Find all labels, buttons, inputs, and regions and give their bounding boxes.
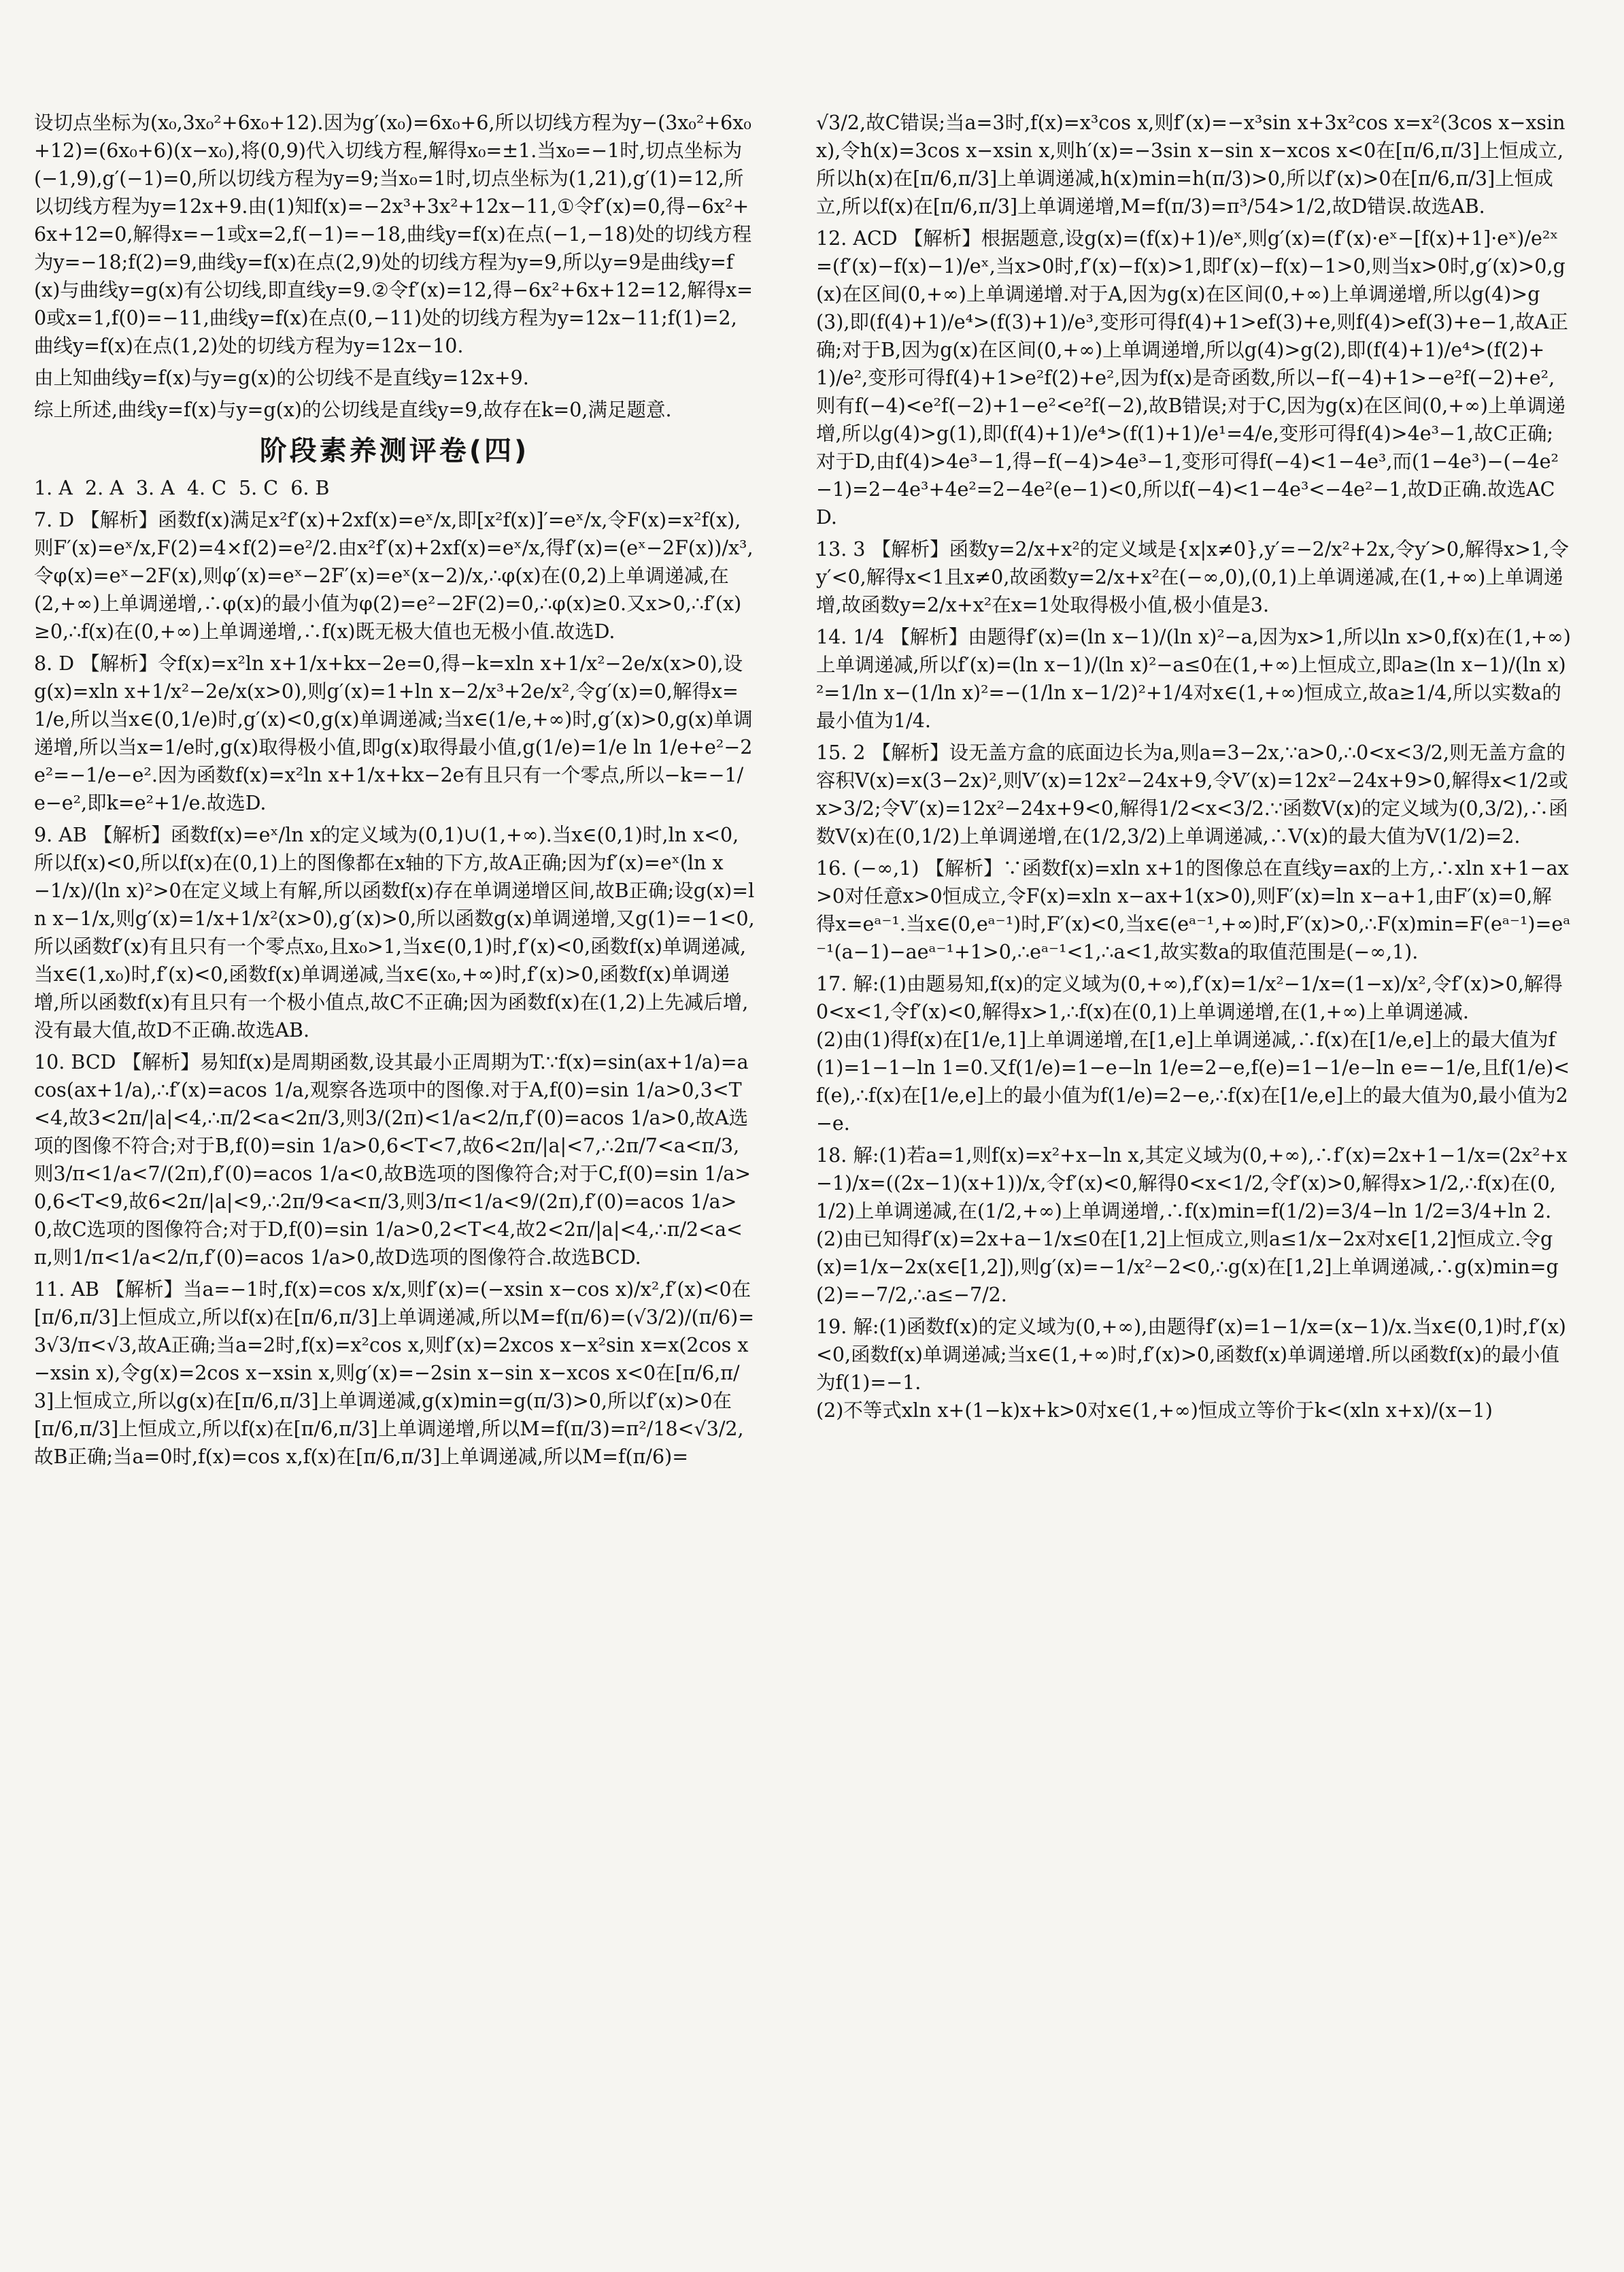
solution-17: 17. 解:(1)由题易知,f(x)的定义域为(0,+∞),f′(x)=1/x²−1/x=(1−x)/x²,令f′(x)>0,解得0<x<1,令f′(x)<0,解得x>1,∴f(x)在(0,1)上单调递增,在(1,+∞)上单调递减. (2)由(1)得f(x)在[1/e,1]上单调递增,在[1,e]上单调递减,∴f(x)在[1/e,e]上的最大值为f(1)=1−1−ln 1=0.又f(1/e)=1−e−ln 1/e=2−e,f(e)=1−1/e−ln e=−1/e,且f(1/e)<f(e),∴f(x)在[1/e,e]上的最小值为f(1/e)=2−e,∴f(x)在[1/e,e]上的最大值为0,最小值为2−e. bbox=[816, 973, 1570, 1135]
left-column bbox=[34, 109, 755, 1471]
solution-15: 15. 2 【解析】设无盖方盒的底面边长为a,则a=3−2x,∵a>0,∴0<x<3/2,则无盖方盒的容积V(x)=x(3−2x)²,则V′(x)=12x²−24x+9,令V′(x)=12x²−24x+9>0,解得x<1/2或x>3/2;令V′(x)=12x²−24x+9<0,解得1/2<x<3/2.∵函数V(x)的定义域为(0,3/2),∴函数V(x)在(0,1/2)上单调递增,在(1/2,3/2)上单调递减,∴V(x)的最大值为V(1/2)=2. bbox=[816, 741, 1568, 848]
solution-14: 14. 1/4 【解析】由题得f′(x)=(ln x−1)/(ln x)²−a,因为x>1,所以ln x>0,f(x)在(1,+∞)上单调递减,所以f′(x)=(ln x−1)/(ln x)²−a≤0在(1,+∞)上恒成立,即a≥(ln x−1)/(ln x)²=1/ln x−(1/ln x)²=−(1/ln x−1/2)²+1/4对x∈(1,+∞)恒成立,故a≥1/4,所以实数a的最小值为1/4. bbox=[816, 626, 1571, 732]
solution-18: 18. 解:(1)若a=1,则f(x)=x²+x−ln x,其定义域为(0,+∞),∴f′(x)=2x+1−1/x=(2x²+x−1)/x=((2x−1)(x+1))/x,令f′(x)<0,解得0<x<1/2,令f′(x)>0,解得x>1/2,∴f(x)在(0,1/2)上单调递减,在(1/2,+∞)上单调递增,∴f(x)min=f(1/2)=3/4−ln 1/2=3/4+ln 2. (2)由已知得f′(x)=2x+a−1/x≤0在[1,2]上恒成立,则a≤1/x−2x对x∈[1,2]恒成立.令g(x)=1/x−2x(x∈[1,2]),则g′(x)=−1/x²−2<0,∴g(x)在[1,2]上单调递减,∴g(x)min=g(2)=−7/2,∴a≤−7/2. bbox=[816, 1144, 1568, 1306]
solution-11-continued: √3/2,故C错误;当a=3时,f(x)=x³cos x,则f′(x)=−x³sin x+3x²cos x=x²(3cos x−xsin x),令h(x)=3cos x−xsin x,则h′(x)=−3sin x−sin x−xcos x<0在[π/6,π/3]上恒成立,所以h(x)在[π/6,π/3]上单调递减,h(x)min=h(π/3)>0,所以f′(x)>0在[π/6,π/3]上恒成立,所以f(x)在[π/6,π/3]上单调递增,M=f(π/3)=π³/54>1/2,故D错误.故选AB. bbox=[816, 112, 1572, 218]
intro-paragraph: 设切点坐标为(x₀,3x₀²+6x₀+12).因为g′(x₀)=6x₀+6,所以切线方程为y−(3x₀²+6x₀+12)=(6x₀+6)(x−x₀),将(0,9)代入切线方程,解得x₀=±1.当x₀=−1时,切点坐标为(−1,9),g′(−1)=0,所以切线方程为y=9;当x₀=1时,切点坐标为(1,21),g′(1)=12,所以切线方程为y=12x+9.由(1)知f(x)=−2x³+3x²+12x−11,①令f′(x)=0,得−6x²+6x+12=0,解得x=−1或x=2,f(−1)=−18,曲线y=f(x)在点(−1,−18)处的切线方程为y=−18;f(2)=9,曲线y=f(x)在点(2,9)处的切线方程为y=9,所以y=9是曲线y=f(x)与曲线y=g(x)有公切线,即直线y=9.②令f′(x)=12,得−6x²+6x+12=12,解得x=0或x=1,f(0)=−11,曲线y=f(x)在点(0,−11)处的切线方程为y=12x−11;f(1)=2,曲线y=f(x)在点(1,2)处的切线方程为y=12x−10. bbox=[34, 112, 754, 357]
solution-8: 8. D 【解析】令f(x)=x²ln x+1/x+kx−2e=0,得−k=xln x+1/x²−2e/x(x>0),设g(x)=xln x+1/x²−2e/x(x>0),则g′(x)=1+ln x−2/x³+2e/x²,令g′(x)=0,解得x=1/e,所以当x∈(0,1/e)时,g′(x)<0,g(x)单调递减;当x∈(1/e,+∞)时,g′(x)>0,g(x)单调递增,所以当x=1/e时,g(x)取得极小值,即g(x)取得最小值,g(1/e)=1/e ln 1/e+e²−2e²=−1/e−e².因为函数f(x)=x²ln x+1/x+kx−2e有且只有一个零点,所以−k=−1/e−e²,即k=e²+1/e.故选D. bbox=[34, 652, 753, 814]
solution-9: 9. AB 【解析】函数f(x)=eˣ/ln x的定义域为(0,1)∪(1,+∞).当x∈(0,1)时,ln x<0,所以f(x)<0,所以f(x)在(0,1)上的图像都在x轴的下方,故A正确;因为f′(x)=eˣ(ln x−1/x)/(ln x)²>0在定义域上有解,所以函数f(x)存在单调递增区间,故B正确;设g(x)=ln x−1/x,则g′(x)=1/x+1/x²(x>0),g′(x)>0,所以函数g(x)单调递增,又g(1)=−1<0,所以函数f′(x)有且只有一个零点x₀,且x₀>1,当x∈(0,1)时,f′(x)<0,函数f(x)单调递减,当x∈(1,x₀)时,f′(x)<0,函数f(x)单调递减,当x∈(x₀,+∞)时,f′(x)>0,函数f(x)单调递增,所以函数f(x)有且只有一个极小值点,故C不正确;因为函数f(x)在(1,2)上先减后增,没有最大值,故D不正确.故选AB. bbox=[34, 824, 755, 1041]
solution-7: 7. D 【解析】函数f(x)满足x²f′(x)+2xf(x)=eˣ/x,即[x²f(x)]′=eˣ/x,令F(x)=x²f(x),则F′(x)=eˣ/x,F(2)=4×f(2)=e²/2.由x²f′(x)+2xf(x)=eˣ/x,得f′(x)=(eˣ−2F(x))/x³,令φ(x)=eˣ−2F(x),则φ′(x)=eˣ−2F′(x)=eˣ(x−2)/x,∴φ(x)在(0,2)上单调递减,在(2,+∞)上单调递增,∴φ(x)的最小值为φ(2)=e²−2F(2)=0,∴φ(x)≥0.又x>0,∴f′(x)≥0,∴f(x)在(0,+∞)上单调递增,∴f(x)既无极大值也无极小值.故选D. bbox=[34, 509, 754, 643]
section-title: 阶段素养测评卷(四) bbox=[259, 435, 530, 467]
solution-16: 16. (−∞,1) 【解析】∵函数f(x)=xln x+1的图像总在直线y=ax的上方,∴xln x+1−ax>0对任意x>0恒成立,令F(x)=xln x−ax+1(x>0),则F′(x)=ln x−a+1,由F′(x)=0,解得x=eᵃ⁻¹.当x∈(0,eᵃ⁻¹)时,F′(x)<0,当x∈(eᵃ⁻¹,+∞)时,F′(x)>0,∴F(x)min=F(eᵃ⁻¹)=eᵃ⁻¹(a−1)−aeᵃ⁻¹+1>0,∴eᵃ⁻¹<1,∴a<1,故实数a的取值范围是(−∞,1). bbox=[816, 857, 1571, 963]
solution-19: 19. 解:(1)函数f(x)的定义域为(0,+∞),由题得f′(x)=1−1/x=(x−1)/x.当x∈(0,1)时,f′(x)<0,函数f(x)单调递减;当x∈(1,+∞)时,f′(x)>0,函数f(x)单调递增.所以函数f(x)的最小值为f(1)=−1. (2)不等式xln x+(1−k)x+k>0对x∈(1,+∞)恒成立等价于k<(xln x+x)/(x−1) bbox=[816, 1316, 1566, 1422]
intro-paragraph: 综上所述,曲线y=f(x)与y=g(x)的公切线是直线y=9,故存在k=0,满足题意. bbox=[34, 399, 672, 421]
solution-10: 10. BCD 【解析】易知f(x)是周期函数,设其最小正周期为T.∵f(x)=sin(ax+1/a)=acos(ax+1/a),∴f′(x)=acos 1/a,观察各选项中的图像.对于A,f(0)=sin 1/a>0,3<T<4,故3<2π/|a|<4,∴π/2<a<2π/3,则3/(2π)<1/a<2/π,f′(0)=acos 1/a>0,故A选项的图像不符合;对于B,f(0)=sin 1/a>0,6<T<7,故6<2π/|a|<7,∴2π/7<a<π/3,则3/π<1/a<7/(2π),f′(0)=acos 1/a<0,故B选项的图像符合;对于C,f(0)=sin 1/a>0,6<T<9,故6<2π/|a|<9,∴2π/9<a<π/3,则3/π<1/a<9/(2π),f′(0)=acos 1/a>0,故C选项的图像符合;对于D,f(0)=sin 1/a>0,2<T<4,故2<2π/|a|<4,∴π/2<a<π,则1/π<1/a<2/π,f′(0)=acos 1/a>0,故D选项的图像符合.故选BCD. bbox=[34, 1051, 751, 1269]
solution-11: 11. AB 【解析】当a=−1时,f(x)=cos x/x,则f′(x)=(−xsin x−cos x)/x²,f′(x)<0在[π/6,π/3]上恒成立,所以f(x)在[π/6,π/3]上单调递减,所以M=f(π/6)=(√3/2)/(π/6)=3√3/π<√3,故A正确;当a=2时,f(x)=x²cos x,则f′(x)=2xcos x−x²sin x=x(2cos x−xsin x),令g(x)=2cos x−xsin x,则g′(x)=−2sin x−sin x−xcos x<0在[π/6,π/3]上恒成立,所以g(x)在[π/6,π/3]上单调递减,g(x)min=g(π/3)>0,所以f′(x)>0在[π/6,π/3]上恒成立,所以f(x)在[π/6,π/3]上单调递增,所以M=f(π/3)=π²/18<√3/2,故B正确;当a=0时,f(x)=cos x,f(x)在[π/6,π/3]上单调递减,所以M=f(π/6)= bbox=[34, 1278, 755, 1468]
intro-paragraph: 由上知曲线y=f(x)与y=g(x)的公切线不是直线y=12x+9. bbox=[34, 367, 529, 389]
answer-key-line: 1. A 2. A 3. A 4. C 5. C 6. B bbox=[34, 477, 330, 499]
solution-13: 13. 3 【解析】函数y=2/x+x²的定义域是{x|x≠0},y′=−2/x²+2x,令y′>0,解得x>1,令y′<0,解得x<1且x≠0,故函数y=2/x+x²在(−∞,0),(0,1)上单调递减,在(1,+∞)上单调递增,故函数y=2/x+x²在x=1处取得极小值,极小值是3. bbox=[816, 538, 1569, 616]
right-column bbox=[816, 109, 1571, 1424]
solution-12: 12. ACD 【解析】根据题意,设g(x)=(f(x)+1)/eˣ,则g′(x)=(f′(x)·eˣ−[f(x)+1]·eˣ)/e²ˣ=(f′(x)−f(x)−1)/eˣ,当x>0时,f′(x)−f(x)>1,即f′(x)−f(x)−1>0,则当x>0时,g′(x)>0,g(x)在区间(0,+∞)上单调递增.对于A,因为g(x)在区间(0,+∞)上单调递增,所以g(4)>g(3),即(f(4)+1)/e⁴>(f(3)+1)/e³,变形可得f(4)+1>ef(3)+e,则f(4)>ef(3)+e−1,故A正确;对于B,因为g(x)在区间(0,+∞)上单调递增,所以g(4)>g(2),即(f(4)+1)/e⁴>(f(2)+1)/e²,变形可得f(4)+1>e²f(2)+e²,因为f(x)是奇函数,所以−f(−4)+1>−e²f(−2)+e²,则有f(−4)<e²f(−2)+1−e²<e²f(−2),故B错误;对于C,因为g(x)在区间(0,+∞)上单调递增,所以g(4)>g(1),即(f(4)+1)/e⁴>(f(1)+1)/e¹=4/e,变形可得f(4)>4e³−1,故C正确;对于D,由f(4)>4e³−1,得−f(−4)>4e³−1,变形可得f(−4)<1−4e³,而(1−4e³)−(−4e²−1)=2−4e³+4e²=2−4e²(e−1)<0,所以f(−4)<1−4e³<−4e²−1,故D正确.故选ACD. bbox=[816, 227, 1568, 529]
